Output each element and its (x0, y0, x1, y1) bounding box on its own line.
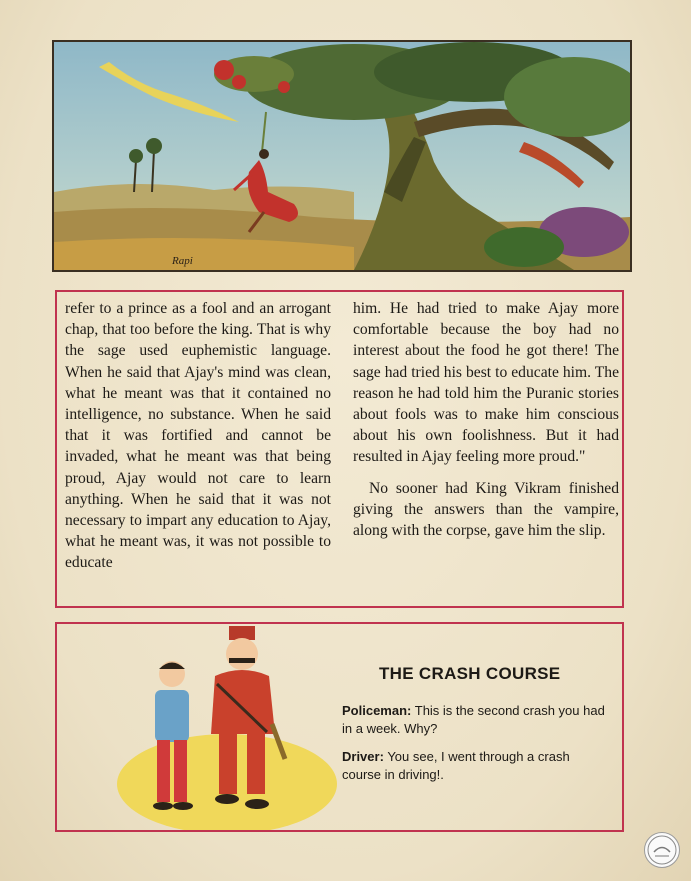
joke-line-policeman (342, 702, 612, 738)
tree-scene-drawing (54, 42, 630, 270)
story-illustration (52, 40, 632, 272)
joke-box (55, 622, 624, 832)
joke-line-driver (342, 748, 612, 784)
speaker-driver: Driver: (342, 749, 384, 764)
library-stamp-logo (644, 832, 680, 868)
story-text-box (55, 290, 624, 608)
story-column-left (65, 298, 331, 574)
artist-signature: Rapi (172, 255, 193, 267)
story-paragraph-right-1: him. He had tried to make Ajay more comfortable because the boy had no interest about the food he got there! The sage had tried his best to educate him. The reason he had told him the Puranic stories about fools was to make him conscious about his own foolishness. But it had resulted in Ajay feeling more proud." (353, 300, 619, 466)
stamp-icon (645, 833, 679, 867)
policeman-driver-cartoon (117, 624, 337, 830)
driver-text: You see, I went through a crash course in driving!. (342, 749, 570, 782)
story-column-right (353, 298, 619, 541)
story-paragraph-right-2: No sooner had King Vikram finished giving the answers than the vampire, along with the corpse, gave him the slip. (353, 479, 619, 540)
policeman-text: This is the second crash you had in a week. Why? (342, 703, 605, 736)
joke-title: THE CRASH COURSE (379, 664, 561, 683)
story-paragraph-left: refer to a prince as a fool and an arrogant chap, that too before the king. That is why the sage used euphemistic language. When he said that Ajay's mind was clean, what he meant was that it contained no intelligence, no substance. When he said that it was fortified and cannot be invaded, what he meant was that being proud, Ajay would not care to learn anything. When he said that it was not necessary to impart any education to Ajay, what he meant was, it was not possible to educate (65, 300, 331, 572)
speaker-policeman: Policeman: (342, 703, 412, 718)
